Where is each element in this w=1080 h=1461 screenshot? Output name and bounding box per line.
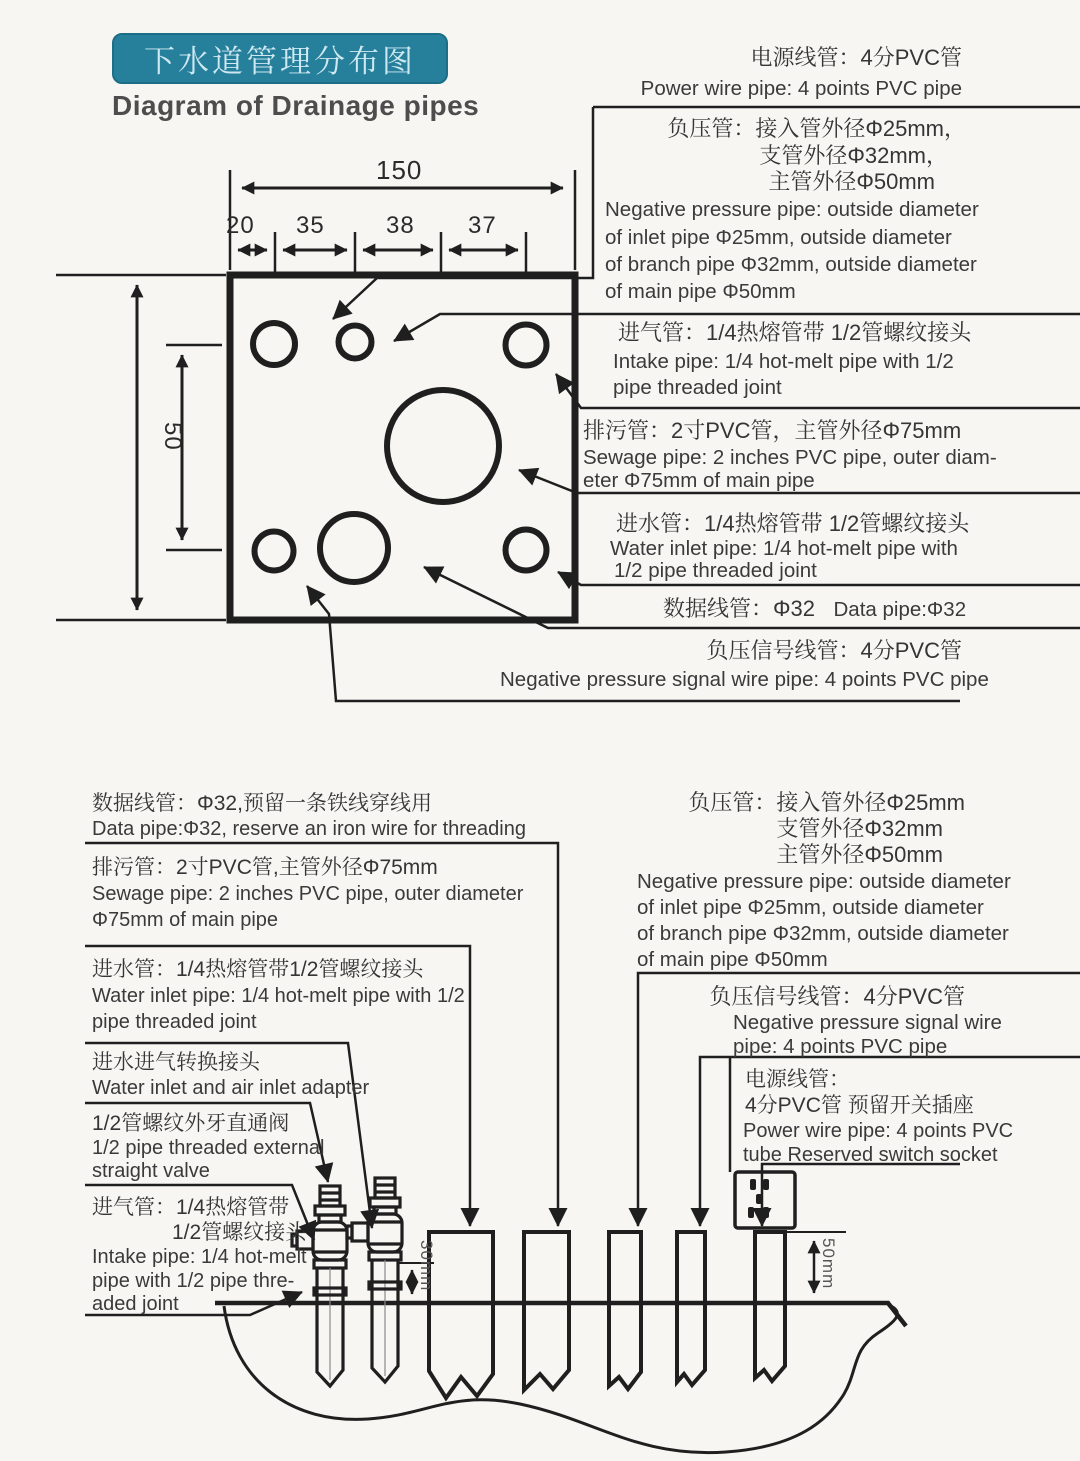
label-valve-en2: straight valve bbox=[92, 1160, 210, 1182]
label-intake-top-zh: 进气管：1/4热熔管带 1/2管螺纹接头 bbox=[618, 320, 972, 345]
hole-intake bbox=[506, 325, 547, 366]
label-data-top-zh: 数据线管：Φ32 bbox=[663, 596, 816, 621]
label-negpress-bottom-zh2: 支管外径Φ32mm bbox=[776, 816, 943, 841]
switch-socket-box bbox=[735, 1172, 795, 1228]
leader-neg-pressure-top bbox=[333, 107, 593, 319]
label-negpress-top-en2: of inlet pipe Φ25mm, outside diameter bbox=[605, 226, 952, 249]
dim-seg2: 35 bbox=[296, 212, 325, 239]
dim-seg3: 38 bbox=[386, 212, 415, 239]
label-sewage-top-zh: 排污管：2寸PVC管，主管外径Φ75mm bbox=[583, 418, 962, 443]
label-sewage-top-en2: eter Φ75mm of main pipe bbox=[583, 469, 815, 492]
pipe-neg-pressure bbox=[609, 1232, 641, 1389]
pipe-power bbox=[755, 1232, 785, 1381]
valve-intake bbox=[292, 1186, 347, 1386]
valve-water-inlet bbox=[347, 1178, 402, 1382]
socket-pins bbox=[748, 1179, 769, 1218]
label-negpress-top-en1: Negative pressure pipe: outside diameter bbox=[605, 198, 979, 221]
dim-row-gap: 50 bbox=[159, 422, 186, 451]
label-adapter-en: Water inlet and air inlet adapter bbox=[92, 1077, 370, 1099]
label-sewage-bottom-en1: Sewage pipe: 2 inches PVC pipe, outer diameter bbox=[92, 883, 524, 905]
label-data-bottom-en: Data pipe:Φ32, reserve an iron wire for threading bbox=[92, 818, 526, 840]
label-power-top-en: Power wire pipe: 4 points PVC pipe bbox=[640, 77, 962, 100]
hole-neg-signal bbox=[255, 532, 294, 571]
label-sewage-top-en1: Sewage pipe: 2 inches PVC pipe, outer diam- bbox=[583, 446, 997, 469]
pipe-sewage bbox=[429, 1232, 493, 1398]
label-valve-zh: 1/2管螺纹外牙直通阀 bbox=[92, 1112, 290, 1135]
label-negpress-bottom-zh3: 主管外径Φ50mm bbox=[776, 842, 943, 867]
label-power-top-zh: 电源线管：4分PVC管 bbox=[750, 45, 962, 70]
hole-sewage-main bbox=[387, 390, 499, 502]
label-negpress-top-zh2: 支管外径Φ32mm， bbox=[759, 143, 948, 168]
label-power-bottom-en2: tube Reserved switch socket bbox=[743, 1144, 998, 1166]
title-zh: 下水道管理分布图 bbox=[144, 44, 416, 79]
label-water-top-zh: 进水管：1/4热熔管带 1/2管螺纹接头 bbox=[616, 511, 970, 536]
label-data-top-en: Data pipe:Φ32 bbox=[833, 598, 967, 621]
label-negpress-top-zh3: 主管外径Φ50mm bbox=[768, 169, 935, 194]
side-dimensions bbox=[398, 1232, 846, 1294]
label-intake-bottom-zh2: 1/2管螺纹接头 bbox=[172, 1221, 307, 1244]
label-negpress-bottom-en2: of inlet pipe Φ25mm, outside diameter bbox=[637, 896, 984, 919]
label-data-top bbox=[663, 596, 966, 622]
label-water-top-en2: 1/2 pipe threaded joint bbox=[614, 559, 817, 582]
plate-holes bbox=[253, 323, 547, 582]
label-water-top-en1: Water inlet pipe: 1/4 hot-melt pipe with bbox=[610, 537, 958, 560]
hole-data bbox=[320, 514, 388, 582]
dim-plate-width: 150 bbox=[376, 155, 423, 185]
pipe-data bbox=[524, 1232, 569, 1390]
label-negpress-top-en3: of branch pipe Φ32mm, outside diameter bbox=[605, 253, 977, 276]
label-negsignal-top-zh: 负压信号线管：4分PVC管 bbox=[706, 638, 962, 663]
ground-line bbox=[215, 1303, 906, 1326]
label-negpress-bottom-en4: of main pipe Φ50mm bbox=[637, 948, 828, 971]
label-sewage-bottom-en2: Φ75mm of main pipe bbox=[92, 909, 279, 931]
plate-top-view bbox=[230, 275, 575, 620]
label-power-bottom-zh1: 电源线管： bbox=[745, 1068, 850, 1091]
pipe-neg-signal bbox=[677, 1232, 705, 1385]
label-intake-top-en2: pipe threaded joint bbox=[613, 376, 782, 399]
label-intake-bottom-en1: Intake pipe: 1/4 hot-melt bbox=[92, 1246, 307, 1268]
label-negsignal-bottom-zh: 负压信号线管：4分PVC管 bbox=[709, 984, 965, 1009]
label-intake-bottom-zh1: 进气管：1/4热熔管带 bbox=[92, 1196, 290, 1219]
hole-water-inlet bbox=[506, 530, 547, 571]
dim-seg4: 37 bbox=[468, 212, 497, 239]
label-negpress-bottom-zh1: 负压管：接入管外径Φ25mm bbox=[688, 790, 965, 815]
label-water-bottom-zh: 进水管：1/4热熔管带1/2管螺纹接头 bbox=[92, 958, 424, 981]
label-data-bottom-zh: 数据线管：Φ32,预留一条铁线穿线用 bbox=[92, 792, 432, 815]
hole-power-wire bbox=[253, 323, 295, 365]
dim-pipe-stub: 50mm bbox=[819, 1238, 838, 1290]
label-water-bottom-en1: Water inlet pipe: 1/4 hot-melt pipe with 1/2 bbox=[92, 985, 465, 1007]
label-intake-top-en1: Intake pipe: 1/4 hot-melt pipe with 1/2 bbox=[613, 350, 954, 373]
label-power-bottom-en1: Power wire pipe: 4 points PVC bbox=[743, 1120, 1014, 1142]
dim-valve-stub: 30mm bbox=[417, 1240, 436, 1292]
label-intake-bottom-en2: pipe with 1/2 pipe thre- bbox=[92, 1270, 295, 1292]
label-adapter-zh: 进水进气转换接头 bbox=[92, 1051, 260, 1074]
label-sewage-bottom-zh: 排污管：2寸PVC管,主管外径Φ75mm bbox=[92, 856, 438, 879]
label-negsignal-bottom-en1: Negative pressure signal wire bbox=[733, 1011, 1002, 1034]
hole-neg-pressure bbox=[339, 326, 372, 359]
label-negpress-bottom-en3: of branch pipe Φ32mm, outside diameter bbox=[637, 922, 1009, 945]
label-power-bottom-zh2: 4分PVC管 预留开关插座 bbox=[745, 1094, 974, 1117]
label-negsignal-top-en: Negative pressure signal wire pipe: 4 points PVC pipe bbox=[500, 668, 989, 691]
buried-pipes bbox=[429, 1232, 785, 1398]
label-negpress-bottom-en1: Negative pressure pipe: outside diameter bbox=[637, 870, 1011, 893]
label-negsignal-bottom-en2: pipe: 4 points PVC pipe bbox=[733, 1035, 948, 1058]
title-en: Diagram of Drainage pipes bbox=[112, 90, 480, 121]
label-negpress-top-en4: of main pipe Φ50mm bbox=[605, 280, 796, 303]
label-water-bottom-en2: pipe threaded joint bbox=[92, 1011, 257, 1033]
label-valve-en1: 1/2 pipe threaded external bbox=[92, 1137, 325, 1159]
title-banner bbox=[112, 33, 448, 84]
label-negpress-top-zh1: 负压管：接入管外径Φ25mm， bbox=[667, 116, 966, 141]
dim-seg1: 20 bbox=[226, 212, 255, 239]
label-intake-bottom-en3: aded joint bbox=[92, 1293, 179, 1315]
